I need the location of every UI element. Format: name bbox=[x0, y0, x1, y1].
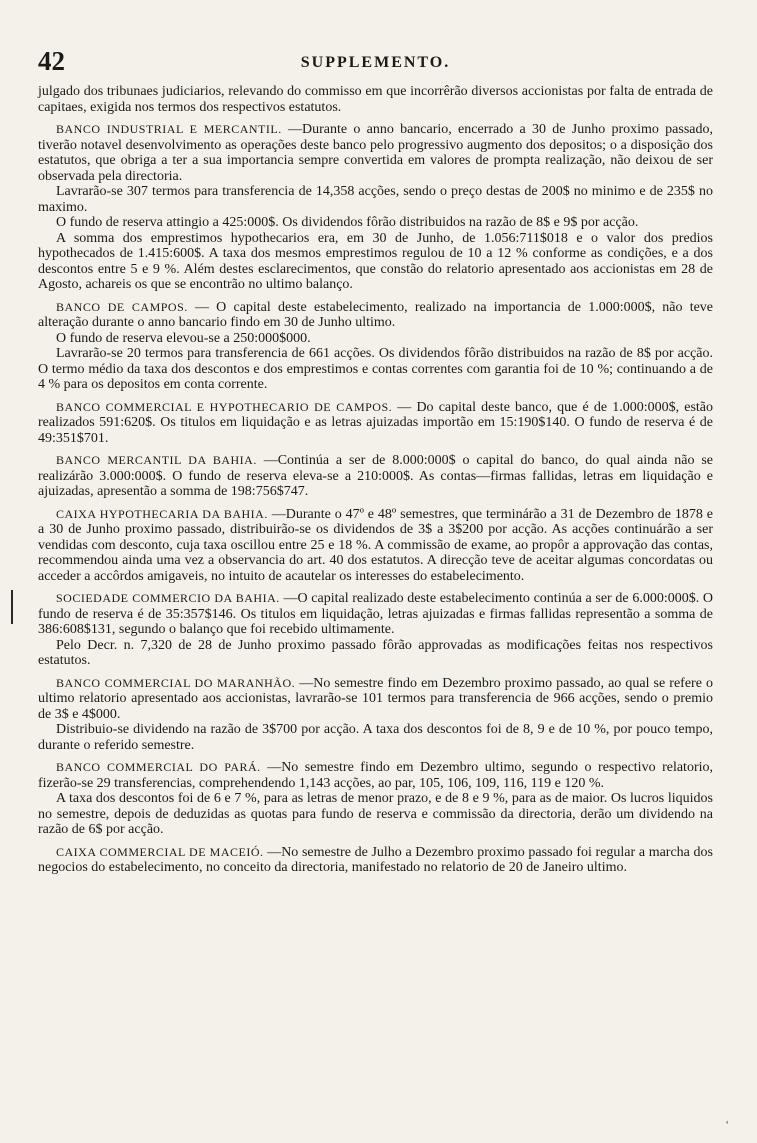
section-paragraph: O fundo de reserva elevou-se a 250:000$000. bbox=[56, 330, 311, 346]
section-paragraph bbox=[38, 453, 713, 500]
section-banco-commercial-maranhao bbox=[38, 676, 713, 754]
section-text: —O capital realizado deste estabelecimento continúa a ser de 6.000:000$. O fundo de reserva é de 35:357$146. Os titulos em liquidação, letras ajuizadas e firmas fallidas representão a somma de 386:608$131, segundo o balanço que foi recebido ultimamente. bbox=[38, 591, 714, 637]
section-title: BANCO MERCANTIL DA BAHIA. bbox=[56, 453, 257, 467]
section-title: BANCO COMMERCIAL DO PARÁ. bbox=[56, 760, 261, 774]
section-paragraph bbox=[38, 845, 713, 876]
section-text: —Durante o anno bancario, encerrado a 30 de Junho proximo passado, tiverão notavel desenvolvimento as operações deste banco pelo progressivo augmento dos depositos; o a disposição dos estatutos, que obriga a ter a sua importancia sempre convertida em valores de prompta realização, não deixou de ser observada pela directoria. bbox=[38, 122, 714, 184]
page-header bbox=[38, 40, 713, 84]
section-paragraph: O fundo de reserva attingio a 425:000$. Os dividendos fôrão distribuidos na razão de 8$ e 9$ por acção. bbox=[56, 215, 639, 230]
section-text: —Continúa a ser de 8.000:000$ o capital do banco, do qual ainda não se realizárão 3.000:000$. O fundo de reserva eleva-se a 210:000$. As contas—firmas fallidas, letras em liquidação e ajuizadas, apresentão a somma de 198:756$747. bbox=[38, 453, 713, 499]
section-text: —No semestre findo em Dezembro proximo passado, ao qual se refere o ultimo relatorio apresentado aos accionistas, lavrarão-se 101 termos para transferencia de 966 acções, sendo o premio de 3$ e 4$000. bbox=[38, 675, 713, 722]
section-title: SOCIEDADE COMMERCIO DA BAHIA. bbox=[56, 591, 280, 605]
section-paragraph bbox=[38, 591, 713, 638]
running-title: SUPPLEMENTO. bbox=[300, 54, 451, 71]
section-title: CAIXA COMMERCIAL DE MACEIÓ. bbox=[56, 844, 264, 859]
section-text: — O capital deste estabelecimento, realizado na importancia de 1.000:000$, não teve alteração durante o anno bancario findo em 30 de Junho ultimo. bbox=[38, 299, 714, 330]
section-banco-commercial-hypothecario-campos bbox=[38, 400, 713, 447]
section-paragraph: Distribuio-se dividendo na razão de 3$700 por acção. A taxa dos descontos foi de 8, 9 e de 10 %, por pouco tempo, durante o referido semestre. bbox=[38, 722, 713, 753]
section-text: —No semestre de Julho a Dezembro proximo passado foi regular a marcha dos negocios do estabelecimento, no conceito da directoria, manifestado no relatorio de 20 de Janeiro ultimo. bbox=[38, 844, 714, 875]
section-text: —No semestre findo em Dezembro ultimo, segundo o respectivo relatorio, fizerão-se 29 transferencias, comprehendendo 1,143 acções, ao par, 105, 106, 109, 116, 119 e 120 %. bbox=[38, 760, 713, 791]
section-paragraph bbox=[38, 400, 713, 447]
section-banco-commercial-para bbox=[38, 760, 713, 838]
section-paragraph: Lavrarão-se 307 termos para transferencia de 14,358 acções, sendo o preço destas de 200$ no minimo e de 235$ no maximo. bbox=[38, 184, 713, 215]
section-title: BANCO DE CAMPOS. bbox=[56, 299, 188, 314]
section-title: BANCO COMMERCIAL E HYPOTHECARIO DE CAMPOS. bbox=[56, 399, 393, 414]
body-text bbox=[38, 84, 713, 876]
section-paragraph bbox=[38, 760, 713, 791]
section-paragraph bbox=[38, 122, 713, 184]
margin-mark bbox=[11, 590, 13, 624]
section-sociedade-commercio-bahia bbox=[38, 591, 713, 669]
footer-mark-icon: ʻ bbox=[725, 1119, 729, 1131]
section-paragraph: Pelo Decr. n. 7,320 de 28 de Junho proximo passado fôrão approvadas as modificações feitas nos respectivos estatutos. bbox=[38, 637, 713, 668]
section-title: BANCO INDUSTRIAL E MERCANTIL. bbox=[56, 122, 282, 136]
section-banco-mercantil-bahia bbox=[38, 453, 713, 500]
section-text: —Durante o 47º e 48º semestres, que terminárão a 31 de Dezembro de 1878 e a 30 de Junho proximo passado, distribuirão-se os dividendos de 3$ a 3$200 por acção. As acções continuárão a ser vendidas com desconto, cuja taxa oscillou entre 25 e 18 %. A commissão de exame, ao propôr a approvação das contas, recommendou ainda uma vez a observancia do art. 40 dos estatutos. A direcção teve de aceitar algumas concordatas ou acceder a accôrdos amigaveis, no intuito de acautelar os interesses do estabelecimento. bbox=[38, 506, 713, 584]
section-paragraph: A somma dos emprestimos hypothecarios era, em 30 de Junho, de 1.056:711$018 e o valor dos predios hypothecados de 1.415:600$. A taxa dos mesmos emprestimos regulou de 10 a 12 % conforme as condições, e a dos descontos entre 5 e 9 %. Além destes esclarecimentos, que constão do relatorio apresentado aos accionistas em 28 de Agosto, achareis os que se encontrão no ultimo balanço. bbox=[38, 230, 713, 292]
section-banco-de-campos bbox=[38, 300, 713, 393]
section-caixa-hypothecaria-bahia bbox=[38, 507, 713, 585]
page-number: 42 bbox=[38, 46, 65, 76]
section-caixa-commercial-maceio bbox=[38, 845, 713, 876]
section-paragraph bbox=[38, 507, 713, 585]
section-paragraph: Lavrarão-se 20 termos para transferencia de 661 acções. Os dividendos fôrão distribuidos na razão de 8$ por acção. O termo médio da taxa dos descontos e dos emprestimos e contas correntes com garantia foi de 10 %; continuando a de 4 % para os depositos em conta corrente. bbox=[38, 346, 713, 392]
section-title: BANCO COMMERCIAL DO MARANHÃO. bbox=[56, 675, 296, 690]
section-text: — Do capital deste banco, que é de 1.000:000$, estão realizados 591:620$. Os titulos em liquidação e as letras ajuizadas importão em 15:190$140. O fundo de reserva é de 49:351$701. bbox=[38, 399, 714, 446]
section-paragraph bbox=[38, 676, 713, 723]
section-banco-industrial-mercantil bbox=[38, 122, 713, 293]
section-title: CAIXA HYPOTHECARIA DA BAHIA. bbox=[56, 506, 268, 521]
opening-paragraph: julgado dos tribunaes judiciarios, relevando do commisso em que incorrêrão diversos accionistas por falta de entrada de capitaes, exigida nos termos dos respectivos estatutos. bbox=[38, 84, 713, 115]
section-paragraph: A taxa dos descontos foi de 6 e 7 %, para as letras de menor prazo, e de 8 e 9 %, para as de maior. Os lucros liquidos no semestre, depois de deduzidas as quotas para fundo de reserva e commissão da directoria, derão um dividendo na razão de 6$ por acção. bbox=[38, 791, 713, 837]
section-paragraph bbox=[38, 300, 713, 331]
